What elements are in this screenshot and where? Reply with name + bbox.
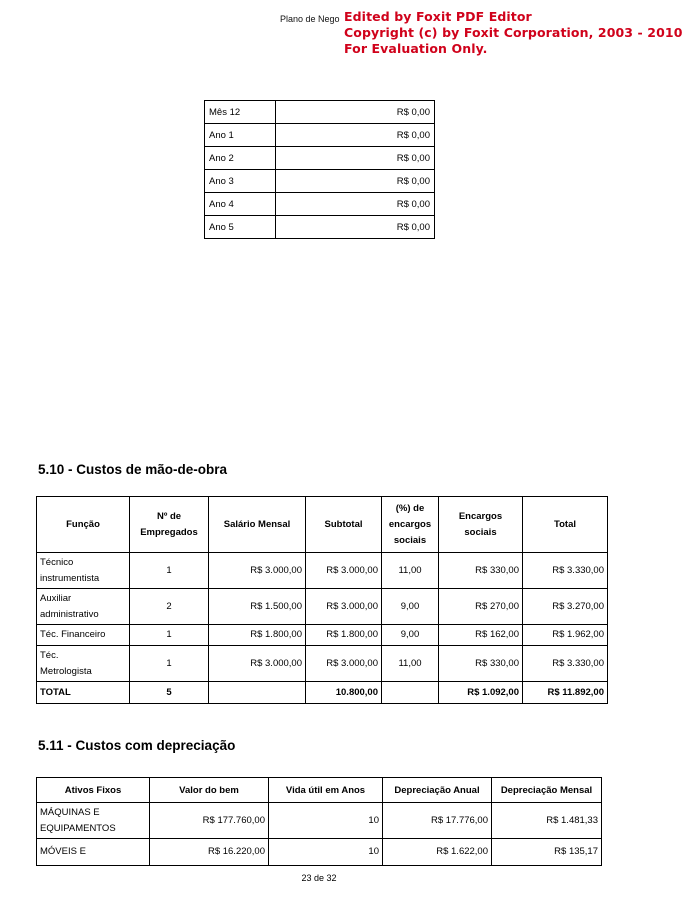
cell-empregados: 1 [130,553,209,589]
cell-funcao: Téc. Financeiro [37,625,130,646]
cell-pct: 9,00 [382,625,439,646]
col-header-salario: Salário Mensal [209,497,306,553]
watermark-line-2: Copyright (c) by Foxit Corporation, 2003 - 2010 [344,25,683,40]
col-header-vida: Vida útil em Anos [269,778,383,803]
document-header-title: Plano de Nego [280,14,340,24]
total-encargos: R$ 1.092,00 [439,682,523,704]
header-line: Encargos [458,510,503,522]
cell-line: Metrologista [40,665,92,677]
cell-mensal: R$ 135,17 [492,839,602,866]
cell-empregados: 2 [130,589,209,625]
cell-subtotal: R$ 1.800,00 [306,625,382,646]
period-label: Ano 1 [205,124,276,147]
total-subtotal: 10.800,00 [306,682,382,704]
cell-ativo: MÓVEIS E [37,839,150,866]
cell-subtotal: R$ 3.000,00 [306,589,382,625]
page-number: 23 de 32 [301,873,337,883]
cell-funcao [37,553,130,589]
header-line: sociais [464,526,497,538]
period-label: Ano 2 [205,147,276,170]
depreciation-table [36,777,602,866]
cell-line: EQUIPAMENTOS [40,822,116,834]
total-pct-empty [382,682,439,704]
header-line: sociais [393,534,427,546]
cell-subtotal: R$ 3.000,00 [306,646,382,682]
cell-encargos: R$ 330,00 [439,646,523,682]
cell-pct: 11,00 [382,646,439,682]
col-header-ativos: Ativos Fixos [37,778,150,803]
col-header-pct-encargos [382,497,439,553]
header-line: encargos [388,518,432,530]
cell-funcao [37,589,130,625]
cell-salario: R$ 1.500,00 [209,589,306,625]
total-label: TOTAL [37,682,130,704]
cell-line: instrumentista [40,572,100,584]
col-header-subtotal: Subtotal [306,497,382,553]
labor-section-title: 5.10 - Custos de mão-de-obra [38,462,228,477]
period-value: R$ 0,00 [276,216,435,239]
depreciation-section-title: 5.11 - Custos com depreciação [38,738,236,753]
col-header-valor: Valor do bem [150,778,269,803]
cell-total: R$ 3.330,00 [523,646,608,682]
col-header-empregados [130,497,209,553]
cell-mensal: R$ 1.481,33 [492,803,602,839]
table-row [37,646,608,682]
cell-vida: 10 [269,839,383,866]
table-header-row [37,497,608,553]
cell-funcao [37,646,130,682]
table-row [37,589,608,625]
period-table [204,100,435,239]
period-value: R$ 0,00 [276,124,435,147]
cell-anual: R$ 17.776,00 [383,803,492,839]
table-row [205,170,435,193]
cell-salario: R$ 1.800,00 [209,625,306,646]
cell-valor: R$ 177.760,00 [150,803,269,839]
cell-valor: R$ 16.220,00 [150,839,269,866]
table-row [205,193,435,216]
period-value: R$ 0,00 [276,101,435,124]
period-label: Mês 12 [205,101,276,124]
watermark-line-3: For Evaluation Only. [344,41,488,56]
header-line: Nº de [156,510,182,522]
cell-total: R$ 1.962,00 [523,625,608,646]
cell-empregados: 1 [130,625,209,646]
header-line: Empregados [140,526,198,538]
cell-ativo [37,803,150,839]
cell-total: R$ 3.330,00 [523,553,608,589]
period-label: Ano 3 [205,170,276,193]
table-row [205,216,435,239]
period-label: Ano 4 [205,193,276,216]
period-label: Ano 5 [205,216,276,239]
col-header-funcao: Função [37,497,130,553]
col-header-mensal: Depreciação Mensal [492,778,602,803]
cell-encargos: R$ 162,00 [439,625,523,646]
cell-line: Téc. [40,649,59,661]
table-row [205,124,435,147]
col-header-total: Total [523,497,608,553]
header-line: (%) de [395,502,425,514]
col-header-anual: Depreciação Anual [383,778,492,803]
cell-encargos: R$ 330,00 [439,553,523,589]
cell-vida: 10 [269,803,383,839]
cell-salario: R$ 3.000,00 [209,553,306,589]
total-salario-empty [209,682,306,704]
table-row [37,803,602,839]
table-row [205,101,435,124]
period-value: R$ 0,00 [276,147,435,170]
cell-encargos: R$ 270,00 [439,589,523,625]
cell-total: R$ 3.270,00 [523,589,608,625]
table-row [37,839,602,866]
cell-line: MÁQUINAS E [40,806,100,818]
cell-line: Técnico [40,556,74,568]
total-row [37,682,608,704]
total-total: R$ 11.892,00 [523,682,608,704]
cell-salario: R$ 3.000,00 [209,646,306,682]
cell-pct: 9,00 [382,589,439,625]
cell-empregados: 1 [130,646,209,682]
cell-subtotal: R$ 3.000,00 [306,553,382,589]
foxit-watermark [344,9,683,57]
labor-cost-table [36,496,608,704]
cell-anual: R$ 1.622,00 [383,839,492,866]
watermark-line-1: Edited by Foxit PDF Editor [344,9,532,24]
table-row [37,553,608,589]
period-value: R$ 0,00 [276,193,435,216]
table-row [37,625,608,646]
total-empregados: 5 [130,682,209,704]
table-header-row [37,778,602,803]
table-row [205,147,435,170]
cell-line: Auxiliar [40,592,72,604]
cell-pct: 11,00 [382,553,439,589]
period-value: R$ 0,00 [276,170,435,193]
cell-line: administrativo [40,608,99,620]
col-header-encargos [439,497,523,553]
